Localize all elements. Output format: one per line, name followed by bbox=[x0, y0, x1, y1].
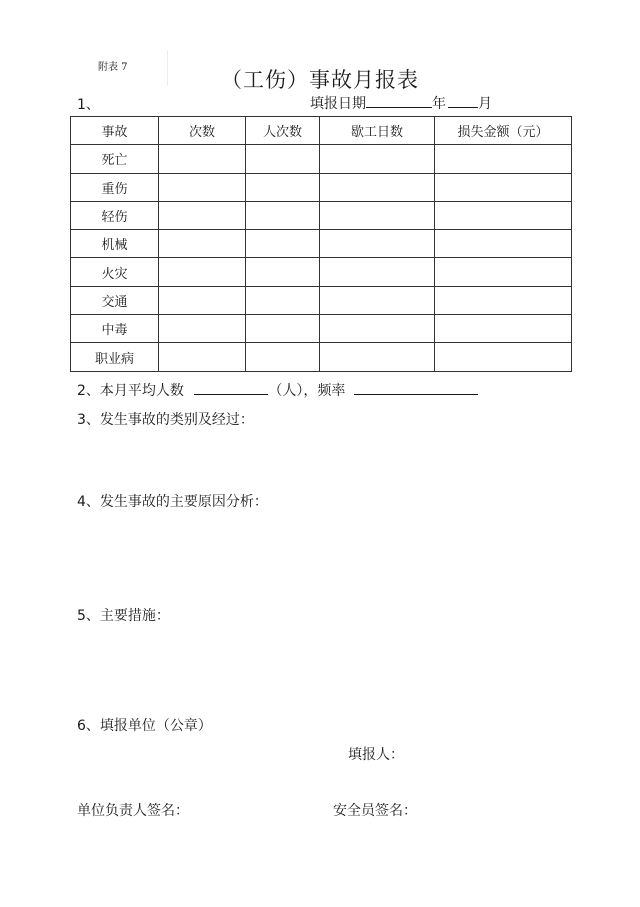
section2-number: 2、 bbox=[77, 383, 100, 399]
year-label: 年 bbox=[432, 96, 446, 112]
header-accident: 事故 bbox=[71, 117, 159, 145]
header-loss-amount: 损失金额（元） bbox=[435, 117, 572, 145]
report-date-row bbox=[310, 93, 492, 113]
table-cell[interactable] bbox=[159, 286, 246, 314]
table-cell[interactable] bbox=[435, 286, 572, 314]
table-cell[interactable] bbox=[435, 343, 572, 371]
table-cell[interactable] bbox=[320, 258, 435, 286]
table-cell[interactable] bbox=[246, 173, 320, 201]
row-label-death: 死亡 bbox=[71, 145, 159, 173]
row-label-fire: 火灾 bbox=[71, 258, 159, 286]
table-cell[interactable] bbox=[320, 201, 435, 229]
row-label-traffic: 交通 bbox=[71, 286, 159, 314]
section5-number: 5、 bbox=[77, 608, 100, 624]
date-label: 填报日期 bbox=[310, 96, 366, 112]
table-cell[interactable] bbox=[435, 258, 572, 286]
table-cell[interactable] bbox=[246, 315, 320, 343]
table-cell[interactable] bbox=[159, 258, 246, 286]
section3-row bbox=[77, 409, 254, 429]
year-blank[interactable] bbox=[366, 93, 432, 108]
measures-label: 主要措施： bbox=[99, 608, 170, 624]
section1-number: 1、 bbox=[77, 97, 100, 113]
table-row bbox=[71, 201, 572, 229]
accident-category-label: 发生事故的类别及经过： bbox=[99, 412, 254, 428]
row-label-minor-injury: 轻伤 bbox=[71, 201, 159, 229]
table-row bbox=[71, 230, 572, 258]
headcount-unit: （人） bbox=[268, 383, 304, 399]
row-label-serious-injury: 重伤 bbox=[71, 173, 159, 201]
table-cell[interactable] bbox=[320, 173, 435, 201]
table-row bbox=[71, 145, 572, 173]
section2-row bbox=[77, 380, 478, 400]
table-cell[interactable] bbox=[435, 173, 572, 201]
table-row bbox=[71, 258, 572, 286]
table-cell[interactable] bbox=[159, 201, 246, 229]
table-cell[interactable] bbox=[246, 145, 320, 173]
table-cell[interactable] bbox=[246, 258, 320, 286]
header-person-count: 人次数 bbox=[246, 117, 320, 145]
section6-number: 6、 bbox=[77, 718, 100, 734]
table-cell[interactable] bbox=[435, 230, 572, 258]
table-header-row bbox=[71, 117, 572, 145]
header-lost-days: 歇工日数 bbox=[320, 117, 435, 145]
table-row bbox=[71, 286, 572, 314]
table-row bbox=[71, 173, 572, 201]
average-headcount-blank[interactable] bbox=[194, 380, 268, 395]
table-cell[interactable] bbox=[159, 173, 246, 201]
table-cell[interactable] bbox=[320, 343, 435, 371]
appendix-label: 附表 7 bbox=[98, 62, 128, 73]
table-cell[interactable] bbox=[435, 201, 572, 229]
table-cell[interactable] bbox=[246, 286, 320, 314]
page-title: （工伤）事故月报表 bbox=[221, 68, 419, 92]
table-cell[interactable] bbox=[159, 315, 246, 343]
header-count: 次数 bbox=[159, 117, 246, 145]
table-cell[interactable] bbox=[159, 343, 246, 371]
filler-label: 填报人： bbox=[348, 747, 404, 763]
safety-officer-signature-label: 安全员签名： bbox=[333, 803, 417, 819]
cause-analysis-label: 发生事故的主要原因分析： bbox=[99, 494, 268, 510]
section6-row bbox=[77, 715, 212, 735]
row-label-machinery: 机械 bbox=[71, 230, 159, 258]
table-row bbox=[71, 343, 572, 371]
table-cell[interactable] bbox=[435, 315, 572, 343]
table-cell[interactable] bbox=[246, 343, 320, 371]
table-row bbox=[71, 315, 572, 343]
reporting-unit-label: 填报单位（公章） bbox=[99, 718, 212, 734]
section3-number: 3、 bbox=[77, 412, 100, 428]
month-blank[interactable] bbox=[448, 93, 478, 108]
table-cell[interactable] bbox=[320, 230, 435, 258]
section5-row bbox=[77, 605, 170, 625]
rate-label: ，频率 bbox=[303, 383, 346, 399]
row-label-poisoning: 中毒 bbox=[71, 315, 159, 343]
average-headcount-label: 本月平均人数 bbox=[99, 383, 184, 399]
section4-row bbox=[77, 491, 268, 511]
table-cell[interactable] bbox=[435, 145, 572, 173]
section4-number: 4、 bbox=[77, 494, 100, 510]
month-label: 月 bbox=[478, 96, 492, 112]
table-cell[interactable] bbox=[320, 286, 435, 314]
accident-table bbox=[70, 116, 572, 372]
table-cell[interactable] bbox=[246, 201, 320, 229]
rate-blank[interactable] bbox=[354, 380, 478, 395]
row-label-occupational-disease: 职业病 bbox=[71, 343, 159, 371]
table-cell[interactable] bbox=[320, 315, 435, 343]
table-cell[interactable] bbox=[246, 230, 320, 258]
unit-head-signature-label: 单位负责人签名： bbox=[77, 803, 189, 819]
table-cell[interactable] bbox=[159, 230, 246, 258]
table-cell[interactable] bbox=[159, 145, 246, 173]
table-cell[interactable] bbox=[320, 145, 435, 173]
